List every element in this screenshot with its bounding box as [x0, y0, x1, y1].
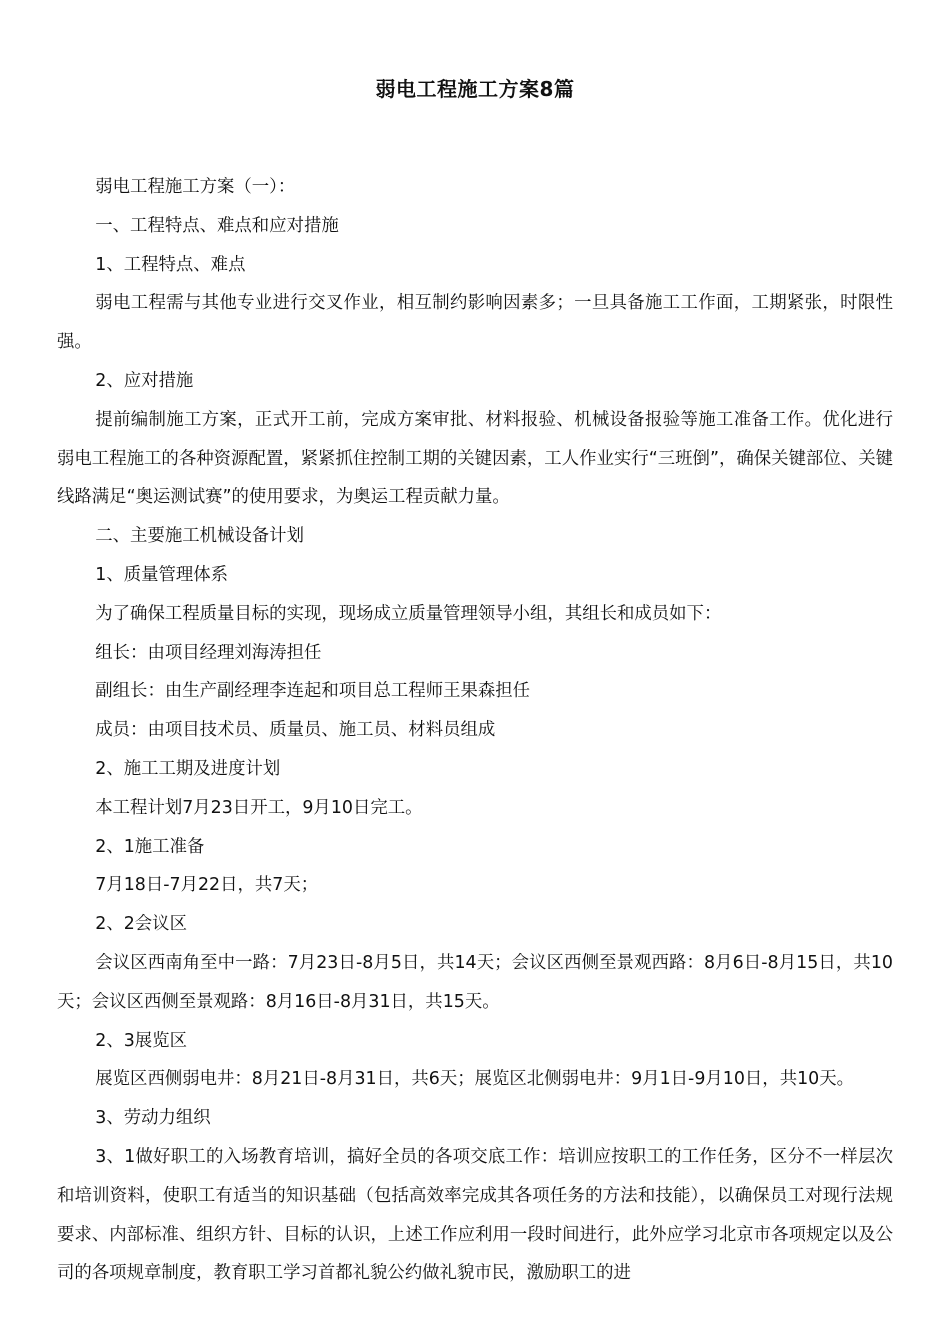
- paragraph: 弱电工程施工方案（一）：: [95, 177, 296, 197]
- paragraph: 本工程计划7月23日开工，9月10日完工。: [95, 797, 423, 818]
- subsection-heading: 1、质量管理体系: [95, 564, 229, 585]
- subsection-heading: 2、施工工期及进度计划: [95, 758, 281, 779]
- subsection-heading: 1、工程特点、难点: [95, 254, 246, 275]
- document-title: 弱电工程施工方案8篇: [375, 77, 575, 101]
- paragraph: 为了确保工程质量目标的实现，现场成立质量管理领导小组，其组长和成员如下：: [95, 603, 722, 624]
- paragraph: 7月18日-7月22日，共7天；: [95, 875, 319, 896]
- subsection-heading: 2、2会议区: [95, 914, 187, 935]
- paragraph: 弱电工程需与其他专业进行交叉作业，相互制约影响因素多；一旦具备施工工作面，工期紧张，时限性强。: [57, 293, 893, 353]
- paragraph: 组长：由项目经理刘海涛担任: [95, 642, 322, 663]
- subsection-heading: 2、1施工准备: [95, 836, 205, 857]
- paragraph: 成员：由项目技术员、质量员、施工员、材料员组成: [95, 720, 496, 741]
- paragraph: 副组长：由生产副经理李连起和项目总工程师王果森担任: [95, 681, 531, 702]
- section-heading: 二、主要施工机械设备计划: [95, 526, 304, 547]
- paragraph: 提前编制施工方案，正式开工前，完成方案审批、材料报验、机械设备报验等施工准备工作。优化进行弱电工程施工的各种资源配置，紧紧抓住控制工期的关键因素，工人作业实行“三班倒”，确保关键部位、关键线路满足“奥运测试赛”的使用要求，为奥运工程贡献力量。: [57, 409, 893, 508]
- paragraph: 会议区西南角至中一路：7月23日-8月5日，共14天；会议区西侧至景观西路：8月6日-8月15日，共10天；会议区西侧至景观路：8月16日-8月31日，共15天。: [57, 952, 893, 1012]
- subsection-heading: 3、劳动力组织: [95, 1108, 211, 1129]
- paragraph: 3、1做好职工的入场教育培训，搞好全员的各项交底工作：培训应按职工的工作任务，区分不一样层次和培训资料，使职工有适当的知识基础（包括高效率完成其各项任务的方法和技能），以确保员工对现行法规要求、内部标准、组织方针、目标的认识，上述工作应利用一段时间进行，此外应学习北京市各项规定以及公司的各项规章制度，教育职工学习首都礼貌公约做礼貌市民，激励职工的进: [57, 1146, 893, 1284]
- document-body: [57, 168, 893, 1293]
- subsection-heading: 2、3展览区: [95, 1030, 187, 1051]
- section-heading: 一、工程特点、难点和应对措施: [95, 215, 339, 236]
- subsection-heading: 2、应对措施: [95, 370, 194, 391]
- paragraph: 展览区西侧弱电井：8月21日-8月31日，共6天；展览区北侧弱电井：9月1日-9月10日，共10天。: [95, 1069, 855, 1090]
